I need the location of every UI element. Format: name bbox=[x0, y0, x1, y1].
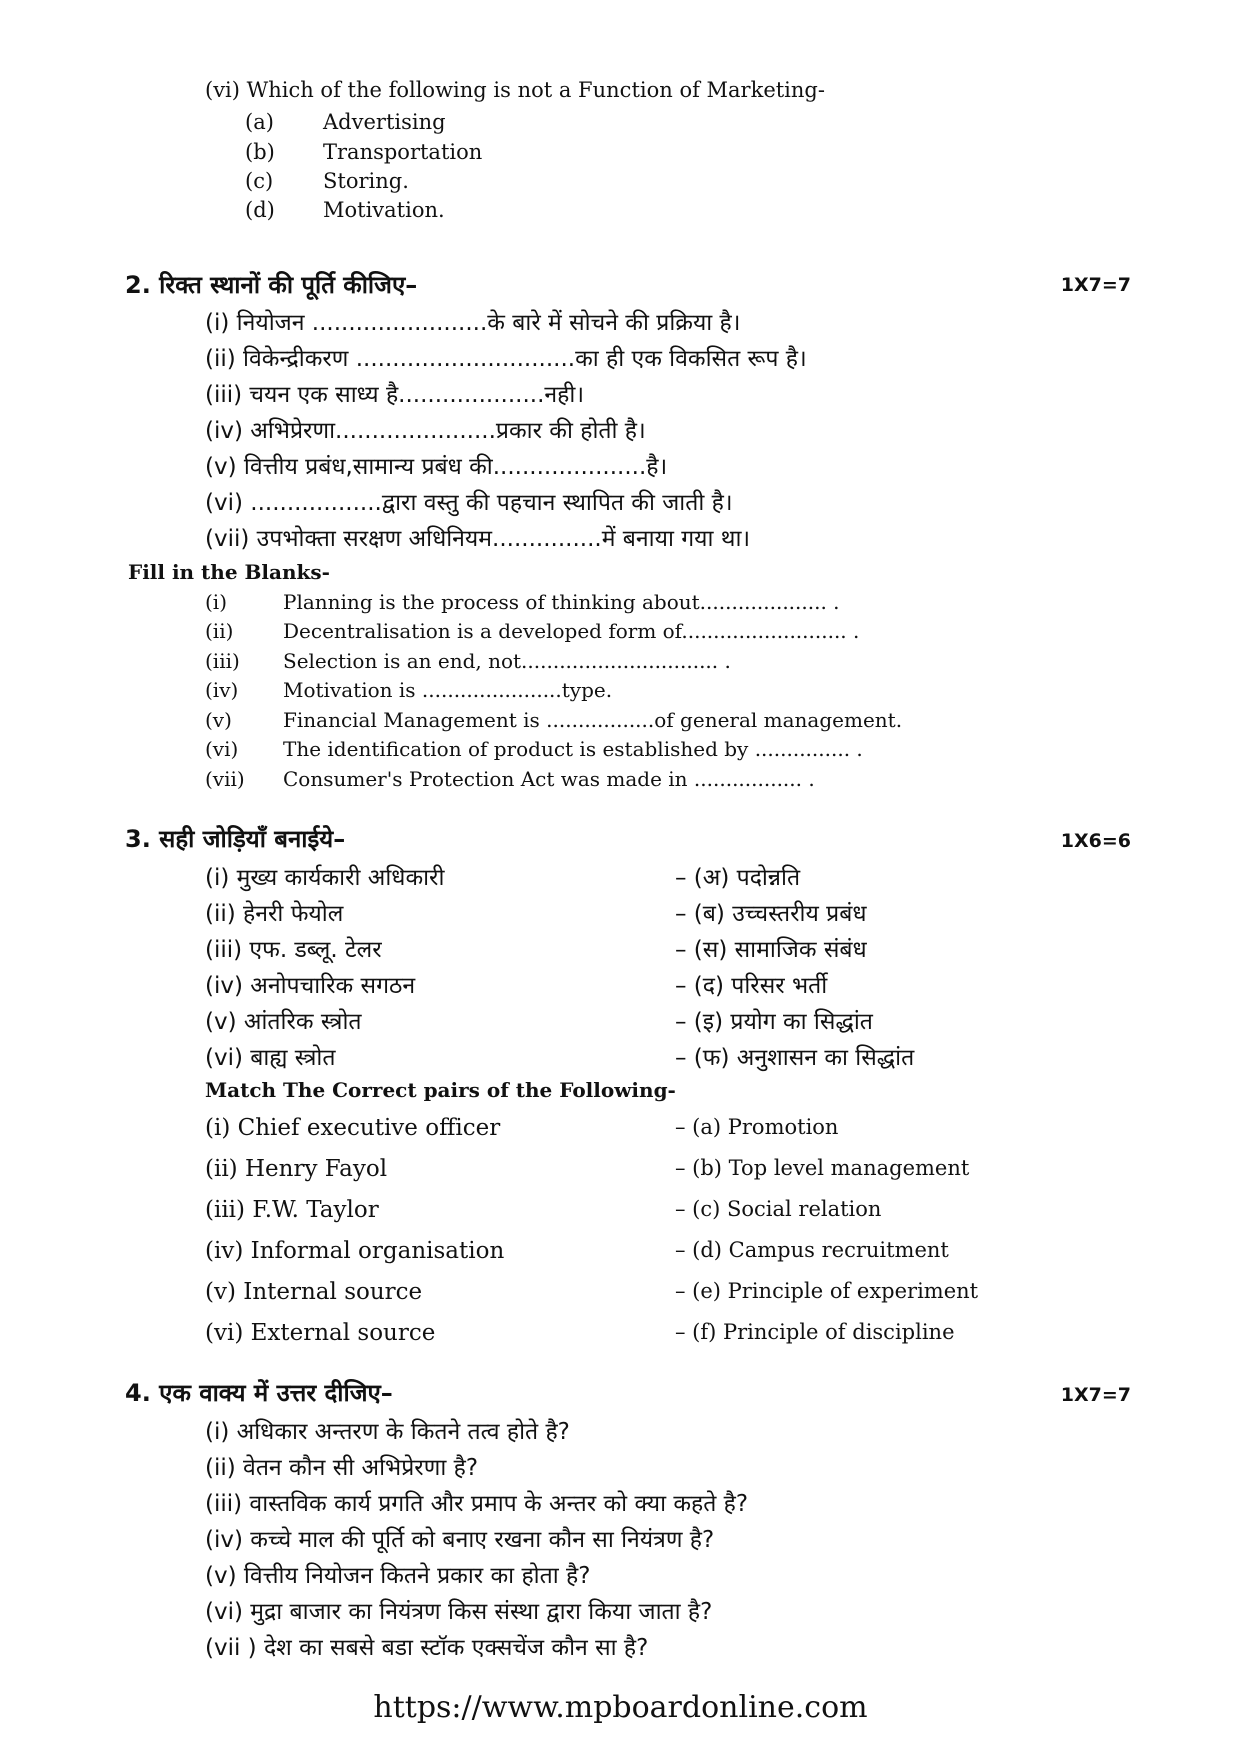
q4-item: (vi) मुद्रा बाजार का नियंत्रण किस संस्था द्वारा किया जाता है? bbox=[205, 1599, 713, 1625]
q3-hindi-right: – (स) सामाजिक संबंध bbox=[675, 937, 867, 963]
mcq-option-c: (c) Storing. bbox=[245, 169, 409, 193]
q2-hindi-item: (iv) अभिप्रेरणा......................प्रकार की होती है। bbox=[205, 418, 646, 444]
q3-hindi-left: (iii) एफ. डब्लू. टेलर bbox=[205, 937, 382, 963]
q3-english-right: – (c) Social relation bbox=[675, 1197, 882, 1221]
q3-english-heading: Match The Correct pairs of the Following- bbox=[205, 1078, 676, 1102]
q3-hindi-left: (vi) बाह्य स्त्रोत bbox=[205, 1045, 336, 1071]
q2-english-item: (iii) Selection is an end, not............................... . bbox=[205, 649, 731, 673]
footer-url[interactable]: https://www.mpboardonline.com bbox=[373, 1690, 868, 1725]
mcq-option-b: (b) Transportation bbox=[245, 140, 483, 164]
q3-english-right: – (b) Top level management bbox=[675, 1156, 970, 1180]
q3-marks: 1X6=6 bbox=[1060, 830, 1131, 852]
q2-hindi-item: (iii) चयन एक साध्य है....................नही। bbox=[205, 382, 585, 408]
q3-english-left: (i) Chief executive officer bbox=[205, 1115, 501, 1141]
q3-english-left: (iv) Informal organisation bbox=[205, 1238, 505, 1264]
q2-english-heading: Fill in the Blanks- bbox=[128, 560, 330, 584]
q3-english-right: – (f) Principle of discipline bbox=[675, 1320, 955, 1344]
q3-hindi-right: – (अ) पदोन्नति bbox=[675, 865, 801, 891]
q3-english-right: – (e) Principle of experiment bbox=[675, 1279, 979, 1303]
q4-item: (vii ) देश का सबसे बडा स्टॉक एक्सचेंज कौन सा है? bbox=[205, 1635, 649, 1661]
q2-marks: 1X7=7 bbox=[1060, 274, 1131, 296]
q2-hindi-item: (i) नियोजन ........................के बारे में सोचने की प्रक्रिया है। bbox=[205, 310, 741, 336]
q4-item: (i) अधिकार अन्तरण के कितने तत्व होते है? bbox=[205, 1419, 570, 1445]
q3-english-left: (iii) F.W. Taylor bbox=[205, 1197, 379, 1223]
q4-item: (iv) कच्चे माल की पूर्ति को बनाए रखना कौन सा नियंत्रण है? bbox=[205, 1527, 715, 1553]
q3-hindi-left: (iv) अनोपचारिक सगठन bbox=[205, 973, 416, 999]
q4-item: (ii) वेतन कौन सी अभिप्रेरणा है? bbox=[205, 1455, 479, 1481]
q3-english-left: (ii) Henry Fayol bbox=[205, 1156, 388, 1182]
mcq-option-d: (d) Motivation. bbox=[245, 198, 445, 222]
q4-item: (iii) वास्तविक कार्य प्रगति और प्रमाप के अन्तर को क्या कहते है? bbox=[205, 1491, 749, 1517]
q3-hindi-left: (v) आंतरिक स्त्रोत bbox=[205, 1009, 362, 1035]
q3-hindi-right: – (इ) प्रयोग का सिद्धांत bbox=[675, 1009, 873, 1035]
q3-hindi-right: – (फ) अनुशासन का सिद्धांत bbox=[675, 1045, 915, 1071]
q4-heading: 4. एक वाक्य में उत्तर दीजिए– bbox=[125, 1379, 393, 1407]
q4-marks: 1X7=7 bbox=[1060, 1384, 1131, 1406]
mcq-question: (vi) Which of the following is not a Function of Marketing- bbox=[205, 78, 825, 102]
q2-hindi-item: (v) वित्तीय प्रबंध,सामान्य प्रबंध की.....................है। bbox=[205, 454, 668, 480]
q2-english-item: (i) Planning is the process of thinking about.................... . bbox=[205, 590, 840, 614]
q3-hindi-right: – (द) परिसर भर्ती bbox=[675, 973, 828, 999]
q2-english-item: (ii) Decentralisation is a developed form of.......................... . bbox=[205, 619, 860, 643]
q3-english-left: (v) Internal source bbox=[205, 1279, 423, 1305]
q2-hindi-item: (vi) ..................द्वारा वस्तु की पहचान स्थापित की जाती है। bbox=[205, 490, 733, 516]
q2-heading: 2. रिक्त स्थानों की पूर्ति कीजिए– bbox=[125, 271, 418, 299]
q2-hindi-item: (ii) विकेन्द्रीकरण ..............................का ही एक विकसित रूप है। bbox=[205, 346, 807, 372]
q2-english-item: (v) Financial Management is .................of general management. bbox=[205, 708, 903, 732]
q3-hindi-right: – (ब) उच्चस्तरीय प्रबंध bbox=[675, 901, 867, 927]
q2-english-item: (iv) Motivation is ......................type. bbox=[205, 678, 613, 702]
q2-english-item: (vi) The identification of product is established by ............... . bbox=[205, 737, 863, 761]
q4-item: (v) वित्तीय नियोजन कितने प्रकार का होता है? bbox=[205, 1563, 591, 1589]
q2-hindi-item: (vii) उपभोक्ता सरक्षण अधिनियम...............में बनाया गया था। bbox=[205, 526, 751, 552]
q2-english-item: (vii) Consumer's Protection Act was made in ................. . bbox=[205, 767, 815, 791]
q3-heading: 3. सही जोड़ियाँ बनाईये– bbox=[125, 825, 346, 853]
mcq-option-a: (a) Advertising bbox=[245, 110, 446, 134]
q3-hindi-left: (i) मुख्य कार्यकारी अधिकारी bbox=[205, 865, 445, 891]
q3-english-right: – (d) Campus recruitment bbox=[675, 1238, 949, 1262]
q3-english-left: (vi) External source bbox=[205, 1320, 436, 1346]
q3-english-right: – (a) Promotion bbox=[675, 1115, 839, 1139]
q3-hindi-left: (ii) हेनरी फेयोल bbox=[205, 901, 344, 927]
